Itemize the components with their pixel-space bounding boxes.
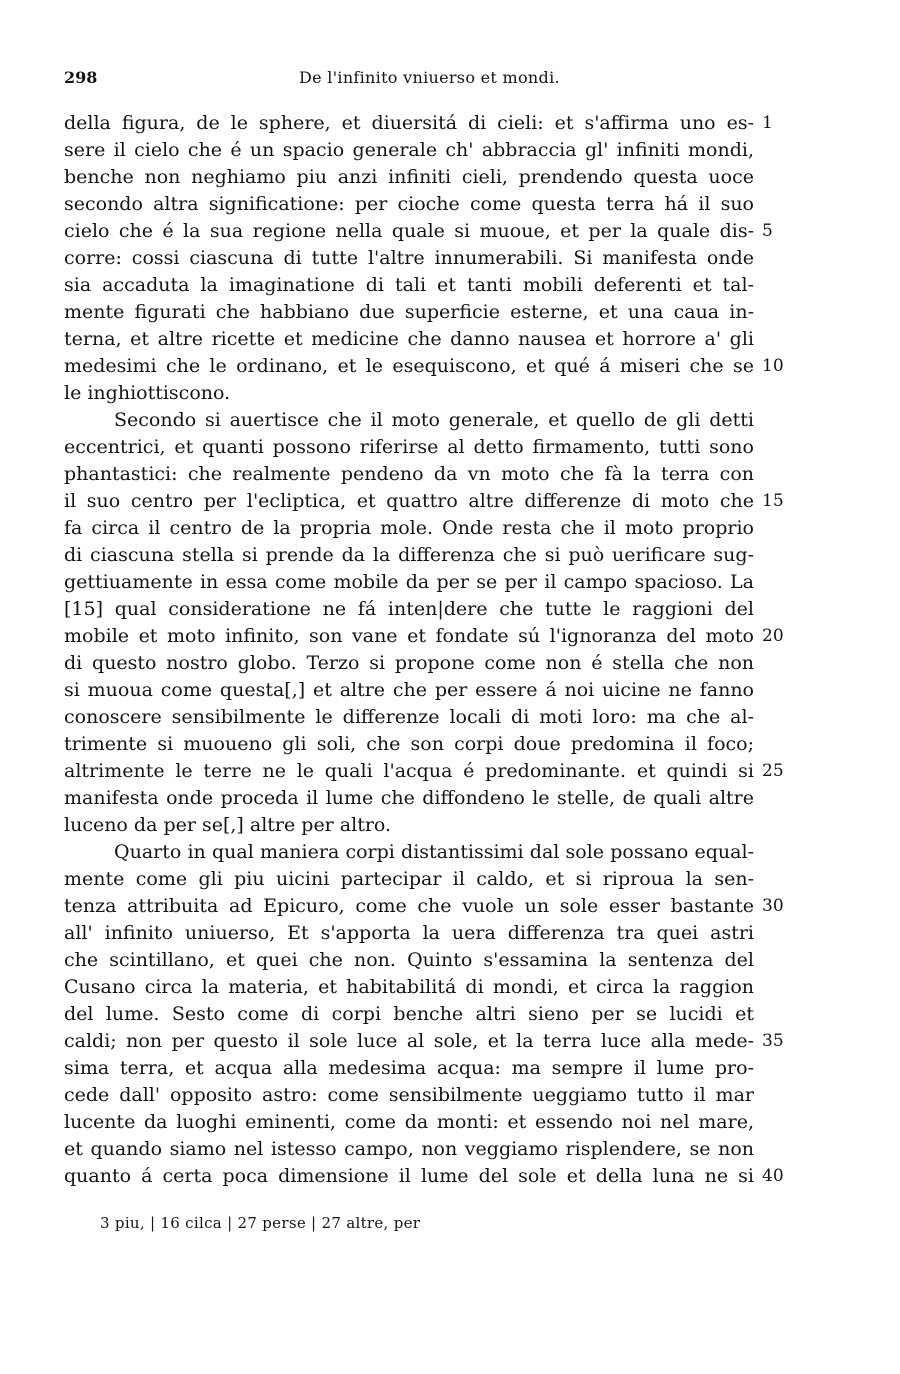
text-line — [64, 353, 784, 380]
line-text: medesimi che le ordinano, et le esequiscono, et qué á miseri che se — [64, 355, 754, 377]
line-text: del lume. Sesto come di corpi benche altri sieno per se lucidi et — [64, 1003, 754, 1025]
running-title: De l'infinito vniuerso et mondi. — [299, 68, 560, 87]
page-number: 298 — [64, 68, 98, 87]
text-line — [64, 758, 784, 785]
text-line — [64, 407, 754, 434]
line-text: secondo altra significatione: per cioche come questa terra há il suo — [64, 193, 754, 215]
line-number: 5 — [762, 221, 773, 241]
line-text: mobile et moto infinito, son vane et fondate sú l'ignoranza del moto — [64, 625, 754, 647]
line-text: conoscere sensibilmente le differenze locali di moti loro: ma che al- — [64, 706, 754, 728]
line-text: all' infinito uniuerso, Et s'apporta la uera differenza tra quei astri — [64, 922, 754, 944]
line-text: cielo che é la sua regione nella quale si muoue, et per la quale dis- — [64, 220, 754, 242]
line-text: Quarto in qual maniera corpi distantissimi dal sole possano equal- — [114, 841, 754, 863]
text-line — [64, 488, 784, 515]
text-line — [64, 704, 754, 731]
text-line — [64, 1082, 754, 1109]
line-text: le inghiottiscono. — [64, 382, 231, 404]
line-text: [15] qual consideratione ne fá inten|dere che tutte le raggioni del — [64, 598, 754, 620]
line-text: mente come gli piu uicini partecipar il caldo, et si riproua la sen- — [64, 868, 754, 890]
line-text: cede dall' opposito astro: come sensibilmente ueggiamo tutto il mar — [64, 1084, 754, 1106]
line-text: il suo centro per l'ecliptica, et quattro altre differenze di moto che — [64, 490, 754, 512]
line-number: 1 — [762, 113, 773, 133]
critical-apparatus-footnote: 3 piu, | 16 cilca | 27 perse | 27 altre, per — [100, 1214, 421, 1232]
line-text: caldi; non per questo il sole luce al sole, et la terra luce alla mede- — [64, 1030, 754, 1052]
line-text: lucente da luoghi eminenti, come da monti: et essendo noi nel mare, — [64, 1111, 754, 1133]
text-line — [64, 191, 754, 218]
running-header — [64, 68, 754, 88]
text-line — [64, 839, 754, 866]
line-number: 35 — [762, 1031, 784, 1051]
line-text: mente figurati che habbiano due superficie esterne, et una caua in- — [64, 301, 754, 323]
line-text: sia accaduta la imaginatione di tali et tanti mobili deferenti et tal- — [64, 274, 754, 296]
text-line — [64, 272, 754, 299]
text-line — [64, 920, 754, 947]
line-text: di questo nostro globo. Terzo si propone come non é stella che non — [64, 652, 754, 674]
line-text: Cusano circa la materia, et habitabilitá di mondi, et circa la raggion — [64, 976, 754, 998]
line-text: di ciascuna stella si prende da la differenza che si può uerificare sug- — [64, 544, 754, 566]
text-line — [64, 461, 754, 488]
text-line — [64, 731, 754, 758]
text-line — [64, 110, 773, 137]
text-line — [64, 650, 754, 677]
line-text: luceno da per se[,] altre per altro. — [64, 814, 392, 836]
text-line — [64, 326, 754, 353]
line-number: 30 — [762, 896, 784, 916]
text-line — [64, 1163, 784, 1190]
text-line — [64, 1055, 754, 1082]
text-line — [64, 1136, 754, 1163]
text-line — [64, 434, 754, 461]
line-number: 40 — [762, 1166, 784, 1186]
line-text: sima terra, et acqua alla medesima acqua: ma sempre il lume pro- — [64, 1057, 754, 1079]
line-text: Secondo si auertisce che il moto generale, et quello de gli detti — [114, 409, 754, 431]
line-text: si muoua come questa[,] et altre che per essere á noi uicine ne fanno — [64, 679, 754, 701]
line-text: terna, et altre ricette et medicine che danno nausea et horrore a' gli — [64, 328, 754, 350]
text-line — [64, 596, 754, 623]
text-line — [64, 164, 754, 191]
line-text: gettiuamente in essa come mobile da per se per il campo spacioso. La — [64, 571, 754, 593]
text-line — [64, 1001, 754, 1028]
line-text: tenza attribuita ad Epicuro, come che vuole un sole esser bastante — [64, 895, 754, 917]
line-text: che scintillano, et quei che non. Quinto s'essamina la sentenza del — [64, 949, 754, 971]
line-text: manifesta onde proceda il lume che diffondeno le stelle, de quali altre — [64, 787, 754, 809]
text-line — [64, 569, 754, 596]
main-text — [64, 110, 784, 1190]
text-line — [64, 218, 773, 245]
line-number: 10 — [762, 356, 784, 376]
line-number: 20 — [762, 626, 784, 646]
line-text: phantastici: che realmente pendeno da vn moto che fà la terra con — [64, 463, 754, 485]
line-text: trimente si muoueno gli soli, che son corpi doue predomina il foco; — [64, 733, 754, 755]
text-line — [64, 677, 754, 704]
line-text: benche non neghiamo piu anzi infiniti cieli, prendendo questa uoce — [64, 166, 754, 188]
text-line — [64, 974, 754, 1001]
text-line — [64, 866, 754, 893]
line-text: fa circa il centro de la propria mole. Onde resta che il moto proprio — [64, 517, 754, 539]
text-line — [64, 380, 754, 407]
text-line — [64, 812, 754, 839]
line-text: altrimente le terre ne le quali l'acqua é predominante. et quindi si — [64, 760, 754, 782]
text-line — [64, 623, 784, 650]
text-line — [64, 785, 754, 812]
line-text: sere il cielo che é un spacio generale ch' abbraccia gl' infiniti mondi, — [64, 139, 754, 161]
line-text: corre: cossi ciascuna di tutte l'altre innumerabili. Si manifesta onde — [64, 247, 754, 269]
text-line — [64, 542, 754, 569]
line-number: 15 — [762, 491, 784, 511]
text-line — [64, 245, 754, 272]
text-line — [64, 893, 784, 920]
line-text: eccentrici, et quanti possono riferirse al detto firmamento, tutti sono — [64, 436, 754, 458]
line-text: et quando siamo nel istesso campo, non veggiamo risplendere, se non — [64, 1138, 754, 1160]
text-line — [64, 299, 754, 326]
text-line — [64, 1109, 754, 1136]
line-text: della figura, de le sphere, et diuersitá di cieli: et s'affirma uno es- — [64, 112, 754, 134]
text-line — [64, 515, 754, 542]
line-text: quanto á certa poca dimensione il lume del sole et della luna ne si — [64, 1165, 754, 1187]
text-line — [64, 137, 754, 164]
text-line — [64, 947, 754, 974]
text-line — [64, 1028, 784, 1055]
line-number: 25 — [762, 761, 784, 781]
